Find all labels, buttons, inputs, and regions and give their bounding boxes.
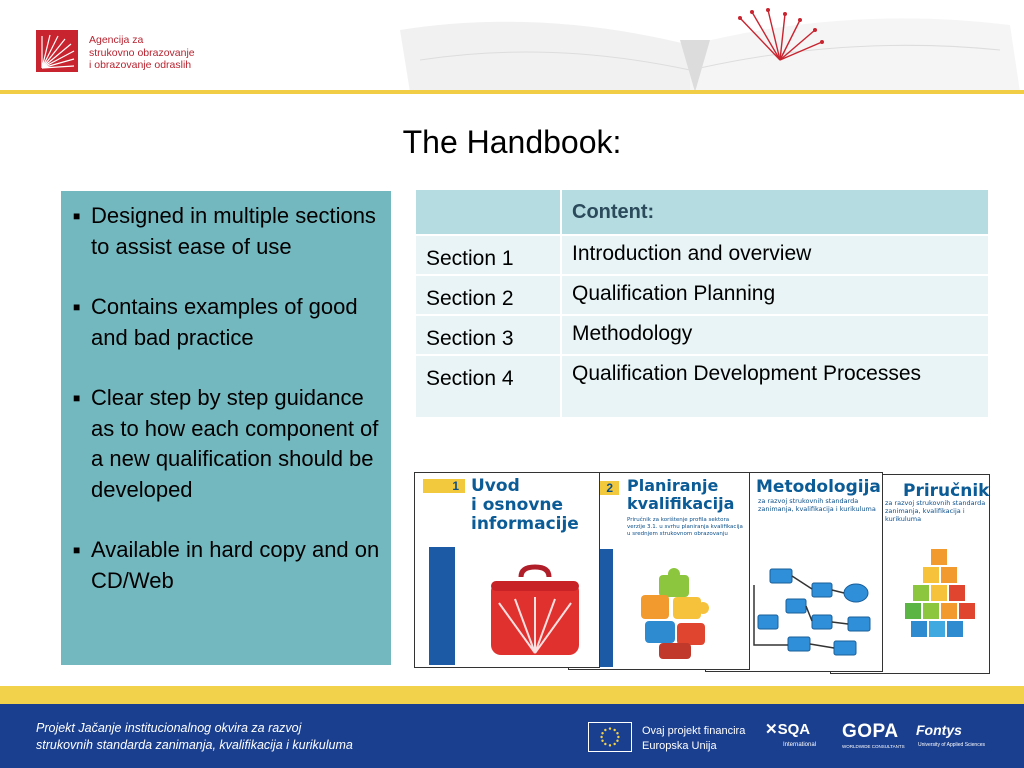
features-panel <box>61 191 391 665</box>
cover-title-line: kvalifikacija <box>627 494 735 513</box>
cover-subtitle-line: za razvoj strukovnih standarda <box>758 497 859 505</box>
cover-title-line: Uvod <box>471 476 520 496</box>
cover-subtitle-line: zanimanja, kvalifikacija i kurikuluma <box>885 507 965 523</box>
content-cell: Qualification Development Processes <box>561 355 988 417</box>
square-bullet-icon: ■ <box>73 209 81 223</box>
table-header-cell: Content: <box>561 190 988 235</box>
bullet-text: Contains examples of good and bad practice <box>91 294 358 350</box>
agency-line: strukovno obrazovanje <box>89 46 195 59</box>
footer <box>0 704 1024 768</box>
cover-title: Priručnik <box>903 481 990 501</box>
content-cell: Introduction and overview <box>561 235 988 275</box>
flowchart-illustration <box>752 565 882 665</box>
eu-funding-note <box>642 724 745 754</box>
project-line: Projekt Jačanje institucionalnog okvira za razvoj <box>36 721 302 735</box>
cover-subtitle-line: Priručnik za korištenje profila sektora <box>627 517 730 523</box>
cover-title <box>471 477 579 534</box>
square-bullet-icon: ■ <box>73 543 81 557</box>
cover-title <box>627 477 734 513</box>
sqa-logo-text: SQA <box>777 721 811 738</box>
cubes-illustration <box>901 543 981 653</box>
header <box>0 0 1024 94</box>
table-row <box>416 275 988 315</box>
open-book-illustration <box>390 0 1024 92</box>
handbook-cover-1 <box>414 472 600 668</box>
cover-title-line: i osnovne <box>471 495 564 515</box>
table-row <box>416 235 988 275</box>
content-cell: Methodology <box>561 315 988 355</box>
project-line: strukovnih standarda zanimanja, kvalifikacija i kurikuluma <box>36 738 353 752</box>
sqa-logo-icon: ✕ <box>765 721 778 738</box>
cover-subtitle-line: zanimanja, kvalifikacija i kurikuluma <box>758 505 876 513</box>
bullet-item <box>73 292 381 353</box>
agency-name <box>89 34 195 72</box>
table-header-cell <box>416 190 561 235</box>
fontys-subtitle: University of Applied Sciences <box>918 742 985 748</box>
bullet-item <box>73 383 381 505</box>
cover-title-line: informacije <box>471 514 579 534</box>
table-row <box>416 355 988 417</box>
section-cell: Section 3 <box>416 315 561 355</box>
sqa-subtitle: International <box>783 742 817 748</box>
briefcase-illustration <box>485 563 585 663</box>
section-cell: Section 2 <box>416 275 561 315</box>
section-cell: Section 4 <box>416 355 561 417</box>
cover-spine <box>429 547 455 665</box>
cover-subtitle-line: za razvoj strukovnih standarda <box>885 499 986 507</box>
table-row <box>416 315 988 355</box>
header-divider <box>0 90 1024 94</box>
fontys-logo: Fontys <box>916 722 962 738</box>
bullet-text: Designed in multiple sections to assist ease of use <box>91 203 376 259</box>
agency-logo-icon <box>36 30 78 72</box>
cover-number: 1 <box>423 479 465 493</box>
eu-flag-icon <box>588 722 632 752</box>
cover-subtitle <box>758 497 876 513</box>
project-name <box>36 720 353 754</box>
content-table <box>416 190 988 417</box>
cover-subtitle <box>885 499 989 523</box>
square-bullet-icon: ■ <box>73 391 81 405</box>
bullet-text: Available in hard copy and on CD/Web <box>91 537 380 593</box>
page-title: The Handbook: <box>402 124 622 160</box>
content-cell: Qualification Planning <box>561 275 988 315</box>
eu-line: Europska Unija <box>642 740 717 752</box>
bullet-text: Clear step by step guidance as to how each component of a new qualification should be developed <box>91 385 379 502</box>
cover-number: 2 <box>569 481 619 495</box>
footer-stripe <box>0 686 1024 704</box>
eu-line: Ovaj projekt financira <box>642 725 746 737</box>
cover-title: Metodologija <box>756 477 881 497</box>
cover-title-line: Planiranje <box>627 476 719 495</box>
bullet-item <box>73 535 381 596</box>
sqa-logo <box>765 720 810 738</box>
cover-subtitle <box>627 517 743 538</box>
cover-subtitle-line: verzije 3.1. u svrhu planiranja kvalifikacija <box>627 524 743 530</box>
section-cell: Section 1 <box>416 235 561 275</box>
gopa-subtitle: WORLDWIDE CONSULTANTS <box>842 744 905 749</box>
agency-line: Agencija za <box>89 34 144 46</box>
bullet-item <box>73 201 381 262</box>
agency-line: i obrazovanje odraslih <box>89 59 192 71</box>
table-header-row <box>416 190 988 235</box>
puzzle-illustration <box>629 565 739 665</box>
square-bullet-icon: ■ <box>73 300 81 314</box>
gopa-logo: GOPA <box>842 721 899 742</box>
cover-subtitle-line: u srednjem strukovnom obrazovanju <box>627 531 728 537</box>
